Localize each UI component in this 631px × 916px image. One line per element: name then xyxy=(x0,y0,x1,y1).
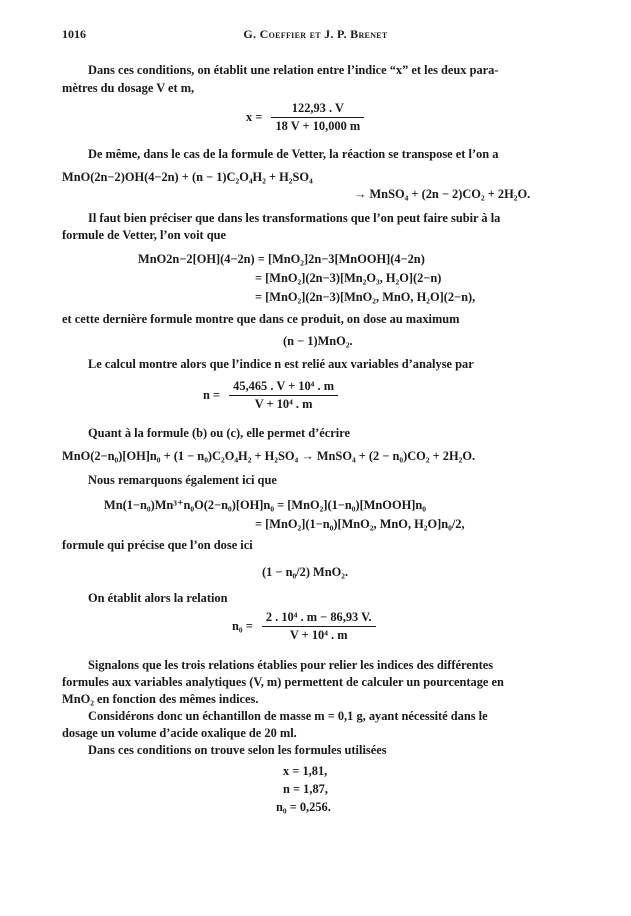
equation-lhs: n₀ = xyxy=(232,619,253,633)
paragraph-line: Dans ces conditions, on établit une relation entre l’indice “x” et les deux para- xyxy=(88,63,499,77)
vetter-formula-line2: = [MnO₂](2n−3)[Mn₂O₃, H₂O](2−n) xyxy=(255,271,442,285)
paragraph-line: On établit alors la relation xyxy=(88,591,228,605)
dose-here-formula: (1 − n₀/2) MnO₂. xyxy=(262,565,349,579)
running-head-authors: G. Coeffier et J. P. Brenet xyxy=(243,27,388,41)
paragraph-line: formule qui précise que l’on dose ici xyxy=(62,538,253,552)
equation-n xyxy=(203,378,338,413)
paragraph-line: Nous remarquons également ici que xyxy=(88,473,277,487)
paragraph-line: Signalons que les trois relations établies pour relier les indices des différentes xyxy=(88,658,494,672)
equation-lhs: x = xyxy=(246,110,263,124)
result-n0: n₀ = 0,256. xyxy=(276,800,331,814)
reaction-vetter-line2: → MnSO₄ + (2n − 2)CO₂ + 2H₂O. xyxy=(354,187,531,201)
running-header xyxy=(62,27,569,45)
max-dose-formula: (n − 1)MnO₂. xyxy=(283,334,353,348)
fraction xyxy=(271,100,364,135)
fraction xyxy=(262,609,376,644)
paragraph-line: Considérons donc un échantillon de masse m = 0,1 g, ayant nécessité dans le xyxy=(88,709,488,723)
paragraph-line: MnO₂ en fonction des mêmes indices. xyxy=(62,692,259,706)
reaction-b-c: MnO(2−n₀)[OH]n₀ + (1 − n₀)C₂O₄H₂ + H₂SO₄ → MnSO₄ + (2 − n₀)CO₂ + 2H₂O. xyxy=(62,449,476,463)
fraction-denominator: V + 10⁴ . m xyxy=(289,628,348,642)
paragraph-line: De même, dans le cas de la formule de Vetter, la réaction se transpose et l’on a xyxy=(88,147,499,161)
equation-lhs: n = xyxy=(203,388,221,402)
fraction-denominator: V + 10⁴ . m xyxy=(254,397,313,411)
result-n: n = 1,87, xyxy=(283,782,328,796)
paragraph-line: formules aux variables analytiques (V, m) permettent de calculer un pourcentage en xyxy=(62,675,504,689)
paragraph-line: Il faut bien préciser que dans les transformations que l’on peut faire subir à la xyxy=(88,211,501,225)
vetter-formula-line3: = [MnO₂](2n−3)[MnO₂, MnO, H₂O](2−n), xyxy=(255,290,476,304)
fraction-numerator: 45,465 . V + 10⁴ . m xyxy=(229,378,338,396)
paragraph-line: Dans ces conditions on trouve selon les formules utilisées xyxy=(88,743,387,757)
paragraph-line: mètres du dosage V et m, xyxy=(62,81,195,95)
equation-x xyxy=(246,100,364,135)
remark-formula-line1: Mn(1−n₀)Mn³⁺n₀O(2−n₀)[OH]n₀ = [MnO₂](1−n₀)[MnOOH]n₀ xyxy=(104,498,426,512)
paragraph-line: formule de Vetter, l’on voit que xyxy=(62,228,227,242)
fraction-denominator: 18 V + 10,000 m xyxy=(275,119,361,133)
paragraph-line: Quant à la formule (b) ou (c), elle permet d’écrire xyxy=(88,426,350,440)
paragraph-line: dosage un volume d’acide oxalique de 20 ml. xyxy=(62,726,297,740)
result-x: x = 1,81, xyxy=(283,764,328,778)
vetter-formula-line1: MnO2n−2[OH](4−2n) = [MnO₂]2n−3[MnOOH](4−2n) xyxy=(138,252,425,266)
paragraph-line: et cette dernière formule montre que dans ce produit, on dose au maximum xyxy=(62,312,460,326)
equation-n0 xyxy=(232,609,376,644)
remark-formula-line2: = [MnO₂](1−n₀)[MnO₂, MnO, H₂O]n₀/2, xyxy=(255,517,465,531)
page-number: 1016 xyxy=(62,27,86,41)
paragraph-line: Le calcul montre alors que l’indice n est relié aux variables d’analyse par xyxy=(88,357,474,371)
fraction-numerator: 122,93 . V xyxy=(271,100,364,118)
fraction-numerator: 2 . 10⁴ . m − 86,93 V. xyxy=(262,609,376,627)
reaction-vetter-line1: MnO(2n−2)OH(4−2n) + (n − 1)C₂O₄H₂ + H₂SO₄ xyxy=(62,170,313,184)
fraction xyxy=(229,378,338,413)
